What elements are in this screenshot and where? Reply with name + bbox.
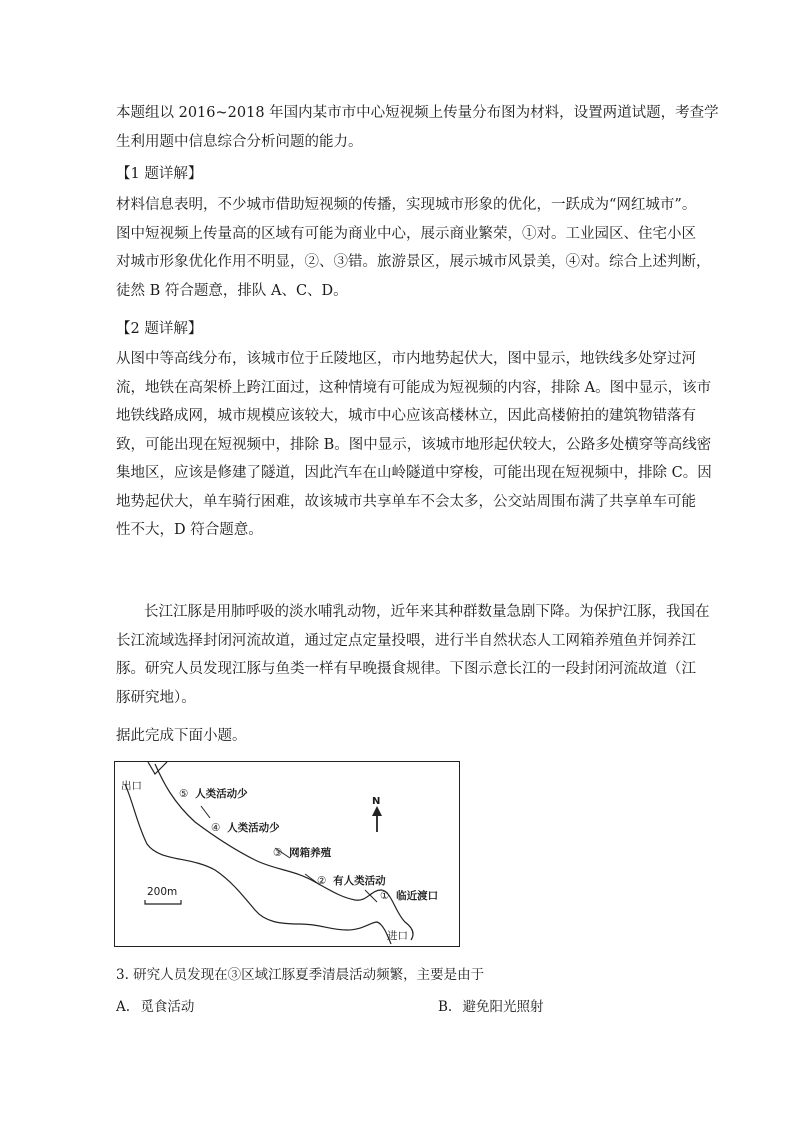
instruction-text: 据此完成下面小题。 [116,728,247,744]
text-line: 从图中等高线分布，该城市位于丘陵地区，市内地势起伏大，图中显示，地铁线多处穿过河 [116,351,696,367]
text-line: 对城市形象优化作用不明显，②、③错。旅游景区，展示城市风景美，④对。综合上述判断， [116,254,711,270]
text-line: 徒然 B 符合题意，排队 A、C、D。 [116,282,348,299]
river-map-figure [114,761,460,947]
text-line: 图中短视频上传量高的区域有可能为商业中心，展示商业繁荣，①对。工业园区、住宅小区 [116,225,696,242]
q1-detail-paragraph [116,191,711,305]
zone-number: ② [317,875,327,887]
question-3-stem: 3. 研究人员发现在③区域江豚夏季清晨活动频繁，主要是由于 [116,967,485,983]
text-line: 地铁线路成网，城市规模应该较大，城市中心应该高楼林立，因此高楼俯拍的建筑物错落有 [116,408,696,424]
entry-label: 进口 [387,930,408,942]
zone-number: ① [380,890,390,902]
option-text: 觅食活动 [140,999,195,1015]
option-b[interactable] [438,994,544,1020]
q2-detail-paragraph [116,345,712,545]
north-arrow-icon [372,806,382,816]
zone-4-label [211,820,280,835]
text-line: 长江流域选择封闭河流故道，通过定点定量投喂，进行半自然状态人工网箱养殖鱼并饲养江 [116,632,696,649]
passage-paragraph [116,598,710,712]
text-line: 流，地铁在高架桥上跨江面过，这种情境有可能成为短视频的内容，排除 A。图中显示，该市 [116,379,712,396]
text-line: 集地区，应该是修建了隧道，因此汽车在山岭隧道中穿梭，可能出现在短视频中，排除 C。因 [116,465,712,481]
text-line: 材料信息表明，不少城市借助短视频的传播，实现城市形象的优化，一跃成为“网红城市”。 [116,197,697,213]
zone-3-label [273,845,331,860]
exit-label: 出口 [121,780,142,792]
q1-heading: 【1 题详解】 [116,166,203,182]
text-line: 豚研究地）。 [116,689,196,706]
zone4-leader [201,806,210,818]
zone-text: 人类活动少 [195,788,248,800]
scale-label: 200m [147,886,178,898]
text-line: 豚。研究人员发现江豚与鱼类一样有早晚摄食规律。下图示意长江的一段封闭河流故道（江 [116,661,696,677]
option-text: 避免阳光照射 [462,999,544,1015]
zone-1-label [380,888,438,903]
zone-number: ④ [211,822,221,834]
text-line: 致，可能出现在短视频中，排除 B。图中显示，该城市地形起伏较大，公路多处横穿等高线密 [116,436,712,453]
zone-5-label [179,786,248,801]
exit-mouth [148,762,167,774]
text-line: 地势起伏大，单车骑行困难，故该城市共享单车不会太多，公交站周围布满了共享单车可能 [116,493,696,510]
north-label: N [372,796,381,807]
zone-text: 网箱养殖 [289,847,332,859]
zone-text: 人类活动少 [227,822,280,834]
zone-number: ③ [273,847,283,859]
text-line: 生利用题中信息综合分析问题的能力。 [116,133,363,150]
zone-text: 临近渡口 [396,890,439,902]
text-line: 长江江豚是用肺呼吸的淡水哺乳动物，近年来其种群数量急剧下降。为保护江豚，我国在 [144,604,710,620]
option-letter: A. [116,999,131,1015]
text-line: 性不大，D 符合题意。 [116,522,263,538]
zone-text: 有人类活动 [333,875,386,887]
zone-number: ⑤ [179,788,189,800]
text-line: 本题组以 2016~2018 年国内某市市中心短视频上传量分布图为材料，设置两道试题，考查学 [116,105,719,121]
option-a[interactable] [116,994,194,1020]
zone-2-label [317,873,386,888]
river-lower-bank [125,784,391,944]
intro-paragraph [116,99,719,156]
option-letter: B. [438,999,453,1015]
q2-heading: 【2 题详解】 [116,321,203,337]
scale-bar [145,900,181,904]
